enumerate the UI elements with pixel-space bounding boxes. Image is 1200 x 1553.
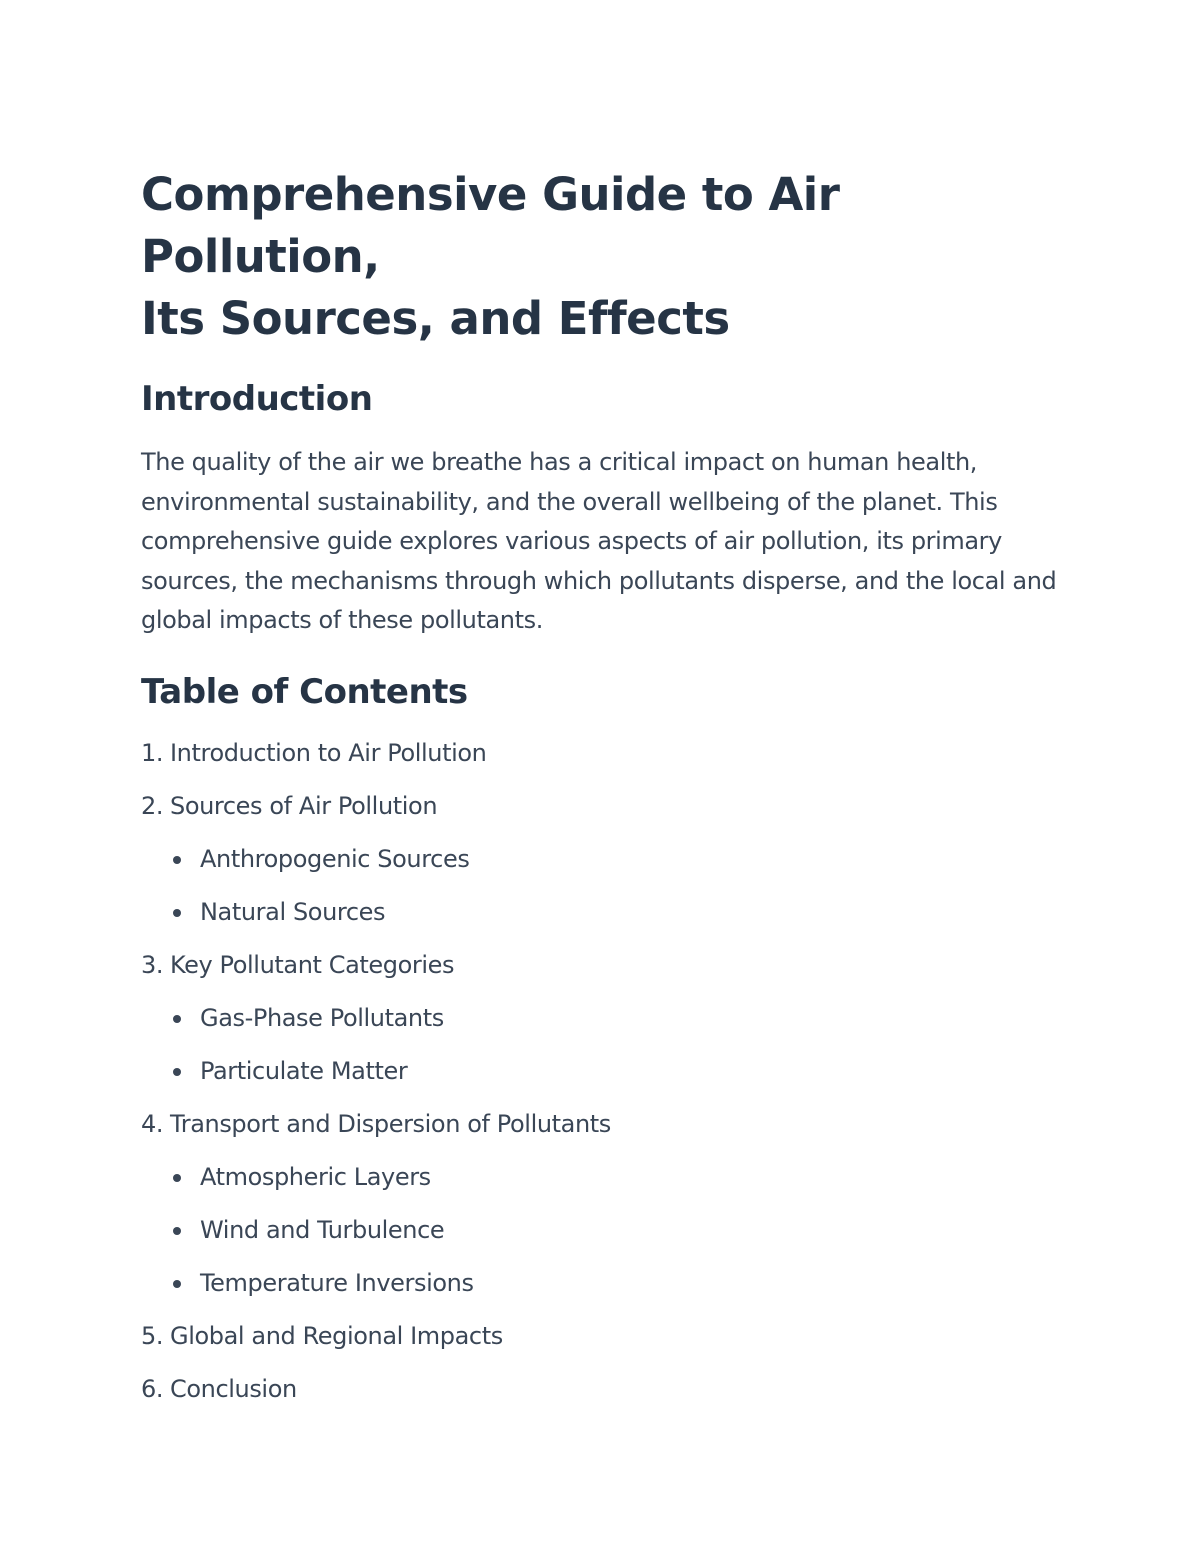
document-page bbox=[141, 164, 1071, 1429]
toc-item bbox=[141, 740, 1071, 766]
toc-item-number: 5. bbox=[141, 1321, 164, 1350]
toc-sublist bbox=[141, 1005, 1071, 1084]
toc-subitem-label: Atmospheric Layers bbox=[200, 1162, 431, 1191]
document-title-line-1: Comprehensive Guide to Air Pollution, bbox=[141, 168, 840, 283]
toc-item-number: 3. bbox=[141, 950, 164, 979]
document-title-line-2: Its Sources, and Effects bbox=[141, 292, 730, 345]
toc-item bbox=[141, 1376, 1071, 1402]
toc-item bbox=[141, 1323, 1071, 1349]
toc-subitem bbox=[171, 1164, 1071, 1190]
toc-subitem-label: Anthropogenic Sources bbox=[200, 844, 470, 873]
bullet-icon bbox=[173, 1174, 181, 1182]
toc-subitem-label: Wind and Turbulence bbox=[200, 1215, 445, 1244]
toc-item bbox=[141, 1111, 1071, 1296]
table-of-contents-list bbox=[141, 740, 1071, 1402]
toc-item bbox=[141, 793, 1071, 925]
toc-subitem-label: Gas-Phase Pollutants bbox=[200, 1003, 444, 1032]
toc-subitem-label: Particulate Matter bbox=[200, 1056, 408, 1085]
bullet-icon bbox=[173, 1227, 181, 1235]
introduction-heading: Introduction bbox=[141, 379, 373, 419]
toc-subitem bbox=[171, 1005, 1071, 1031]
bullet-icon bbox=[173, 909, 181, 917]
toc-item-label: Introduction to Air Pollution bbox=[170, 738, 487, 767]
toc-subitem bbox=[171, 1270, 1071, 1296]
introduction-paragraph: The quality of the air we breathe has a critical impact on human health, environmental sustainability, and the overall wellbeing of the planet. This comprehensive guide explores various aspects of air pollution, its primary sources, the mechanisms through which pollutants disperse, and the local and global impacts of these pollutants. bbox=[141, 448, 1057, 634]
toc-item-number: 4. bbox=[141, 1109, 164, 1138]
toc-item-label: Global and Regional Impacts bbox=[170, 1321, 503, 1350]
toc-item-number: 1. bbox=[141, 738, 164, 767]
toc-subitem bbox=[171, 846, 1071, 872]
toc-item bbox=[141, 952, 1071, 1084]
toc-subitem bbox=[171, 1217, 1071, 1243]
toc-item-number: 2. bbox=[141, 791, 164, 820]
bullet-icon bbox=[173, 856, 181, 864]
bullet-icon bbox=[173, 1015, 181, 1023]
table-of-contents-heading: Table of Contents bbox=[141, 671, 468, 712]
toc-item-label: Conclusion bbox=[170, 1374, 297, 1403]
toc-item-number: 6. bbox=[141, 1374, 164, 1403]
toc-item-label: Transport and Dispersion of Pollutants bbox=[170, 1109, 611, 1138]
document-title bbox=[141, 164, 1071, 350]
toc-item-label: Sources of Air Pollution bbox=[170, 791, 438, 820]
toc-item-label: Key Pollutant Categories bbox=[170, 950, 455, 979]
bullet-icon bbox=[173, 1068, 181, 1076]
toc-sublist bbox=[141, 846, 1071, 925]
toc-subitem bbox=[171, 899, 1071, 925]
bullet-icon bbox=[173, 1280, 181, 1288]
toc-subitem bbox=[171, 1058, 1071, 1084]
toc-sublist bbox=[141, 1164, 1071, 1296]
toc-subitem-label: Natural Sources bbox=[200, 897, 386, 926]
toc-subitem-label: Temperature Inversions bbox=[200, 1268, 474, 1297]
